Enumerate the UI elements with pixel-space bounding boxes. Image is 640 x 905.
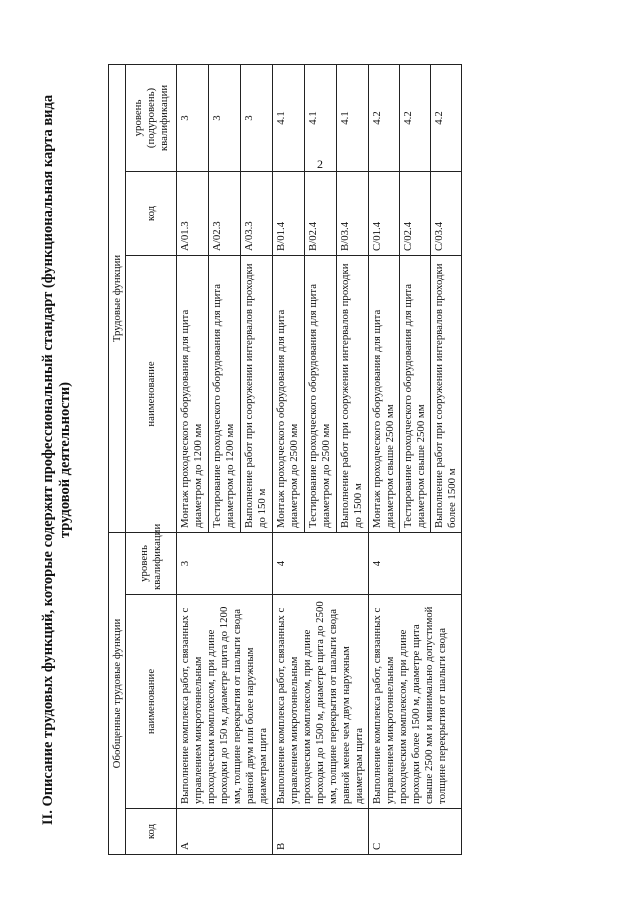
generalized-functions-header: Обобщенные трудовые функции <box>109 532 126 854</box>
section-title-line-2: трудовой деятельности) <box>57 381 73 539</box>
rotated-content <box>40 65 600 855</box>
labor-functions-header: Трудовые функции <box>109 64 126 532</box>
table-row <box>177 64 209 854</box>
tf-name-cell: Выполнение работ при сооружении интервалов проходки до 1500 м <box>337 255 369 532</box>
tf-code-cell: C/02.4 <box>400 171 431 255</box>
col-header-tf-level: уровень (подуровень) квалификации <box>126 64 177 171</box>
tf-level-cell: 4.2 <box>431 64 462 171</box>
col-header-qual-level: уровень квалификации <box>126 532 177 594</box>
otf-name-cell: Выполнение комплекса работ, связанных с управлением микротоннельным проходческим комплексом, при длине проходки до 150 м, диаметре щита до 1200 мм, толщине перекрытия от шалыги свода равной двум или более наружным диаметрам щита <box>177 595 273 809</box>
otf-level-cell: 3 <box>177 532 273 594</box>
tf-code-cell: A/01.3 <box>177 171 209 255</box>
tf-level-cell: 3 <box>209 64 241 171</box>
tf-level-cell: 4.2 <box>369 64 400 171</box>
col-header-name: наименование <box>126 595 177 809</box>
section-title-line-1: II. Описание трудовых функций, которые содержит профессиональный стандарт (функциональная карта вида <box>40 94 56 826</box>
otf-name-cell: Выполнение комплекса работ, связанных с управлением микротоннельным проходческим комплексом, при длине проходки до 1500 м, диаметре щита до 2500 мм, толщине перекрытия от шалыги свода равной менее чем двум наружным диаметрам щита <box>273 595 369 809</box>
tf-name-cell: Тестирование проходческого оборудования для щита диаметром до 2500 мм <box>305 255 337 532</box>
table-row <box>369 64 400 854</box>
tf-level-cell: 3 <box>241 64 273 171</box>
otf-name-cell: Выполнение комплекса работ, связанных с управлением микротоннельным проходческим комплексом, при длине проходки более 1500 м, диаметре щита свыше 2500 мм и минимально допустимой толщине перекрытия от шалыги свода <box>369 595 462 809</box>
tf-name-cell: Монтаж проходческого оборудования для щита диаметром до 2500 мм <box>273 255 305 532</box>
section-title <box>40 65 74 855</box>
table-group-header-row <box>109 64 126 854</box>
tf-name-cell: Выполнение работ при сооружении интервалов проходки более 1500 м <box>431 255 462 532</box>
tf-level-cell: 3 <box>177 64 209 171</box>
tf-code-cell: B/03.4 <box>337 171 369 255</box>
otf-level-cell: 4 <box>369 532 462 594</box>
tf-name-cell: Выполнение работ при сооружении интервалов проходки до 150 м <box>241 255 273 532</box>
tf-name-cell: Тестирование проходческого оборудования для щита диаметром до 1200 мм <box>209 255 241 532</box>
tf-code-cell: A/03.3 <box>241 171 273 255</box>
page-number: 2 <box>317 157 323 171</box>
tf-level-cell: 4.2 <box>400 64 431 171</box>
tf-code-cell: B/01.4 <box>273 171 305 255</box>
table-column-header-row <box>126 64 177 854</box>
tf-level-cell: 4.1 <box>273 64 305 171</box>
tf-level-cell: 4.1 <box>305 64 337 171</box>
otf-code-cell: C <box>369 809 462 855</box>
otf-code-cell: A <box>177 809 273 855</box>
tf-level-cell: 4.1 <box>337 64 369 171</box>
col-header-tf-code: код <box>126 171 177 255</box>
tf-code-cell: C/03.4 <box>431 171 462 255</box>
col-header-code: код <box>126 809 177 855</box>
tf-name-cell: Монтаж проходческого оборудования для щита диаметром до 1200 мм <box>177 255 209 532</box>
functional-map-table <box>108 64 462 855</box>
tf-code-cell: A/02.3 <box>209 171 241 255</box>
otf-level-cell: 4 <box>273 532 369 594</box>
tf-name-cell: Монтаж проходческого оборудования для щита диаметром свыше 2500 мм <box>369 255 400 532</box>
tf-code-cell: C/01.4 <box>369 171 400 255</box>
tf-name-cell: Тестирование проходческого оборудования для щита диаметром свыше 2500 мм <box>400 255 431 532</box>
otf-code-cell: B <box>273 809 369 855</box>
tf-code-cell: B/02.4 <box>305 171 337 255</box>
table-row <box>273 64 305 854</box>
col-header-tf-name: наименование <box>126 255 177 532</box>
